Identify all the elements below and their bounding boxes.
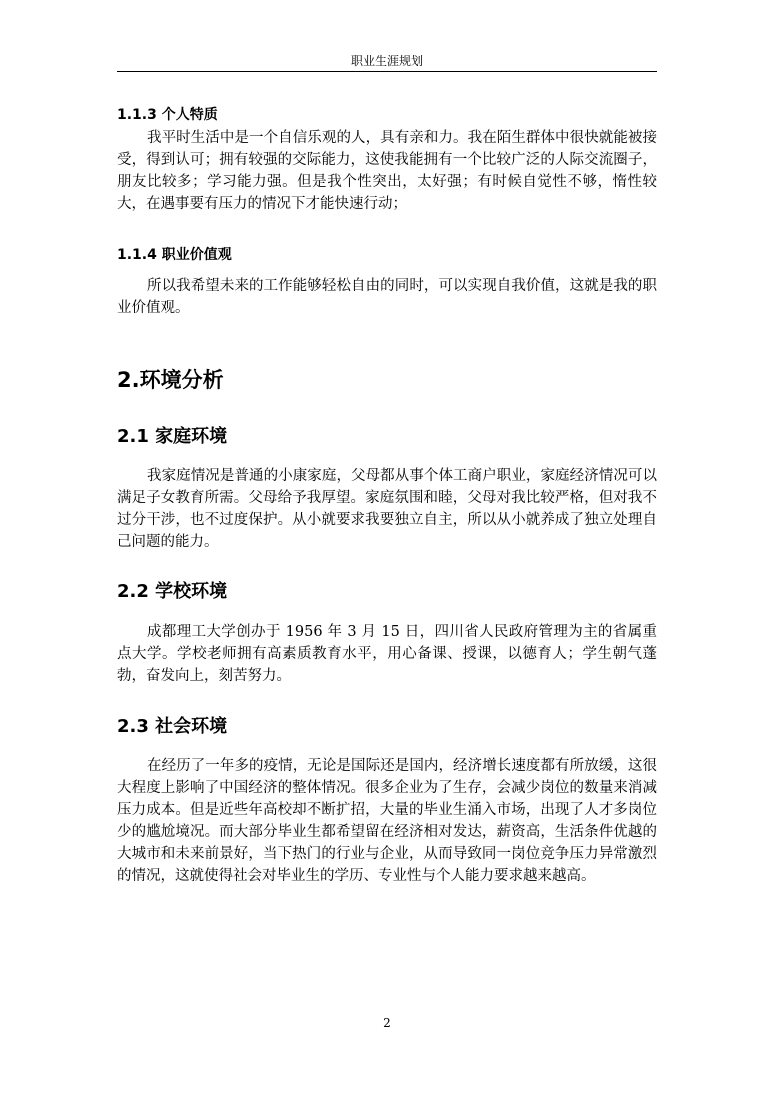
page-number: 2 xyxy=(383,1016,391,1030)
header-divider xyxy=(117,71,657,72)
heading-school-environment: 2.2 学校环境 xyxy=(117,581,228,602)
heading-career-values: 1.1.4 职业价值观 xyxy=(117,247,232,263)
paragraph-school-environment: 成都理工大学创办于 1956 年 3 月 15 日，四川省人民政府管理为主的省属重点大学。学校老师拥有高素质教育水平，用心备课、授课，以德育人；学生朝气蓬勃，奋发向上，刻苦努力。 xyxy=(117,624,657,684)
paragraph-family-environment: 我家庭情况是普通的小康家庭，父母都从事个体工商户职业，家庭经济情况可以满足子女教育所需。父母给予我厚望。家庭氛围和睦，父母对我比较严格，但对我不过分干涉，也不过度保护。从小就要求我要独立自主，所以从小就养成了独立处理自己问题的能力。 xyxy=(117,468,657,550)
heading-environment-analysis: 2.环境分析 xyxy=(117,368,224,392)
heading-social-environment: 2.3 社会环境 xyxy=(117,716,228,737)
page-header: 职业生涯规划 xyxy=(350,54,423,68)
heading-family-environment: 2.1 家庭环境 xyxy=(117,426,228,447)
paragraph-career-values: 所以我希望未来的工作能够轻松自由的同时，可以实现自我价值，这就是我的职业价值观。 xyxy=(117,278,657,316)
paragraph-personal-traits: 我平时生活中是一个自信乐观的人，具有亲和力。我在陌生群体中很快就能被接受，得到认可；拥有较强的交际能力，这使我能拥有一个比较广泛的人际交流圈子，朋友比较多；学习能力强。但是我个性突出，太好强；有时候自觉性不够，惰性较大，在遇事要有压力的情况下才能快速行动； xyxy=(117,130,657,212)
heading-personal-traits: 1.1.3 个人特质 xyxy=(117,107,218,123)
paragraph-social-environment: 在经历了一年多的疫情，无论是国际还是国内，经济增长速度都有所放缓，这很大程度上影响了中国经济的整体情况。很多企业为了生存，会减少岗位的数量来消减压力成本。但是近些年高校却不断扩招，大量的毕业生涌入市场，出现了人才多岗位少的尴尬境况。而大部分毕业生都希望留在经济相对发达，薪资高，生活条件优越的大城市和未来前景好，当下热门的行业与企业，从而导致同一岗位竞争压力异常激烈的情况，这就使得社会对毕业生的学历、专业性与个人能力要求越来越高。 xyxy=(117,758,657,884)
